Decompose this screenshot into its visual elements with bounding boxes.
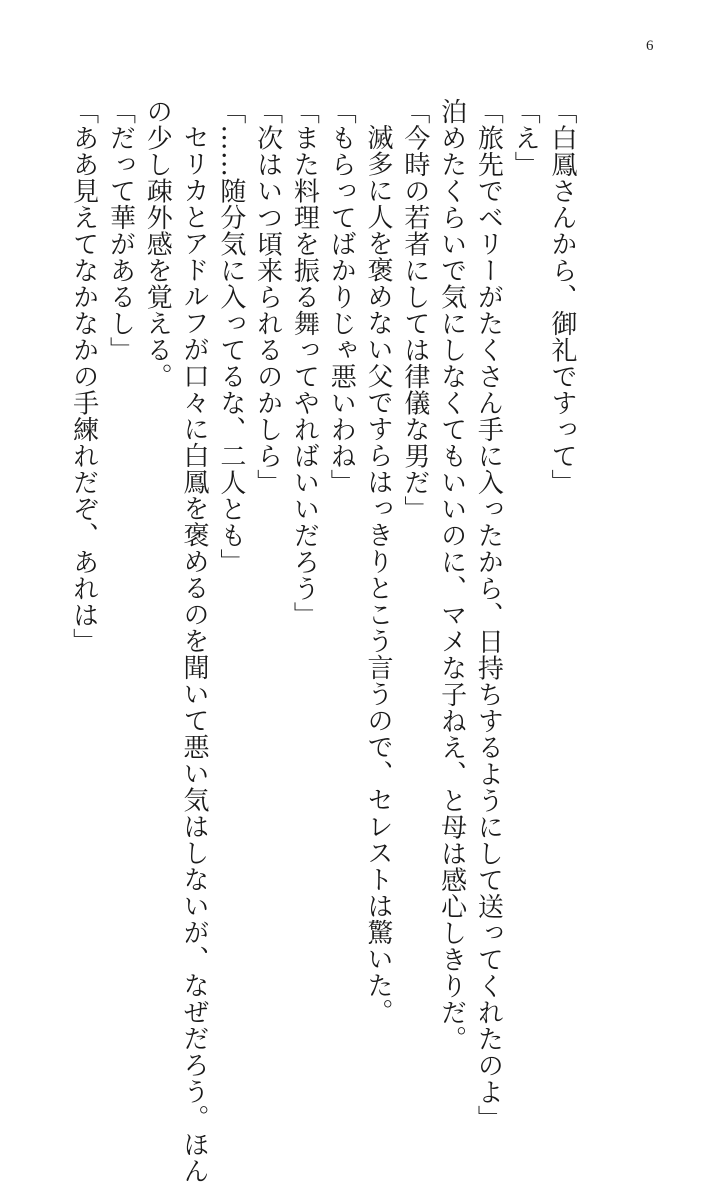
text-column-1: 「白鳳さんから、御礼ですって」 xyxy=(547,98,577,496)
text-column-6: 滅多に人を褒めない父ですらはっきりとこう言うので、セレストは驚いた。 xyxy=(363,124,394,1025)
vertical-text-body xyxy=(68,98,580,1184)
text-column-13: 「だって華があるし」 xyxy=(105,98,136,363)
text-column-3: 「旅先でベリーがたくさん手に入ったから、日持ちするようにして送ってくれたのよ」 xyxy=(473,98,504,1132)
text-column-5: 「今時の若者にしては律儀な男だ」 xyxy=(399,98,430,522)
text-column-12: の少し疎外感を覚える。 xyxy=(142,98,173,390)
text-column-2: 「え」 xyxy=(510,98,541,178)
text-column-7: 「もらってばかりじゃ悪いわね」 xyxy=(326,98,357,496)
text-column-8: 「また料理を振る舞ってやればいいだろう」 xyxy=(289,98,320,628)
text-column-9: 「次はいつ頃来られるのかしら」 xyxy=(252,98,283,496)
text-column-4: 泊めたくらいで気にしなくてもいいのに、マメな子ねえ、と母は感心しきりだ。 xyxy=(436,98,467,1052)
page-number: 6 xyxy=(646,38,654,54)
text-column-10: 「……随分気に入ってるな、二人とも」 xyxy=(215,98,246,575)
text-column-14: 「ああ見えてなかなかの手練れだぞ、あれは」 xyxy=(68,98,99,655)
text-column-11: セリカとアドルフが口々に白鳳を褒めるのを聞いて悪い気はしないが、なぜだろう。ほん xyxy=(179,124,210,1184)
